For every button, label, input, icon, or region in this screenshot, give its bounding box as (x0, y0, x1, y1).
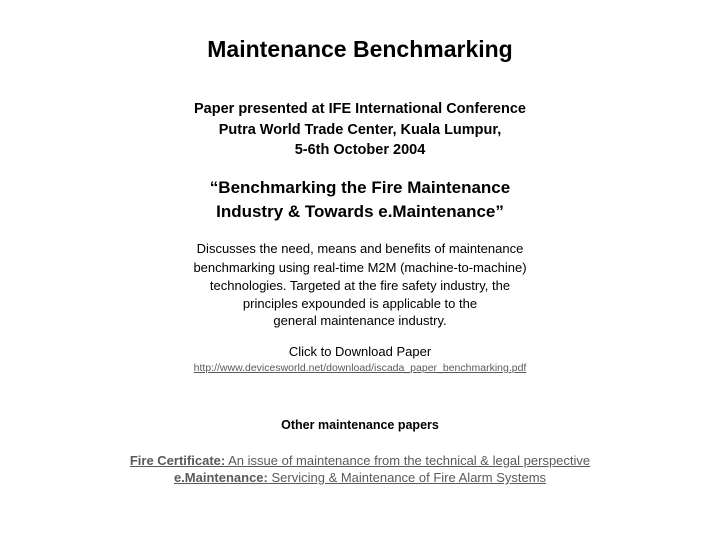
paper-link-name: e.Maintenance: (173, 470, 268, 485)
description-line-2: benchmarking using real-time M2M (machine-to-machine) (193, 260, 527, 275)
conference-line-2: Putra World Trade Center, Kuala Lumpur, (218, 122, 502, 138)
page-title: Maintenance Benchmarking (207, 36, 513, 62)
description-line-3: technologies. Targeted at the fire safety industry, the (209, 278, 511, 293)
conference-line-3: 5-6th October 2004 (294, 142, 426, 158)
description-line-4: principles expounded is applicable to the (242, 296, 478, 311)
conference-line-1: Paper presented at IFE International Conference (194, 101, 526, 117)
description-line-5: general maintenance industry. (273, 313, 447, 328)
paper-link-name: Fire Certificate: (129, 453, 226, 468)
paper-link-desc: Servicing & Maintenance of Fire Alarm Systems (267, 470, 547, 485)
paper-title-line-2: Industry & Towards e.Maintenance” (216, 202, 504, 221)
other-papers-heading: Other maintenance papers (281, 418, 439, 432)
description-line-1: Discusses the need, means and benefits of maintenance (196, 241, 524, 256)
paper-link-fire-certificate[interactable] (0, 453, 720, 468)
paper-link-desc: An issue of maintenance from the technical & legal perspective (225, 453, 591, 468)
download-link[interactable]: http://www.devicesworld.net/download/iscada_paper_benchmarking.pdf (193, 362, 527, 374)
paper-link-e-maintenance[interactable] (0, 470, 720, 485)
paper-title-line-1: “Benchmarking the Fire Maintenance (209, 178, 511, 197)
download-label: Click to Download Paper (288, 344, 432, 359)
